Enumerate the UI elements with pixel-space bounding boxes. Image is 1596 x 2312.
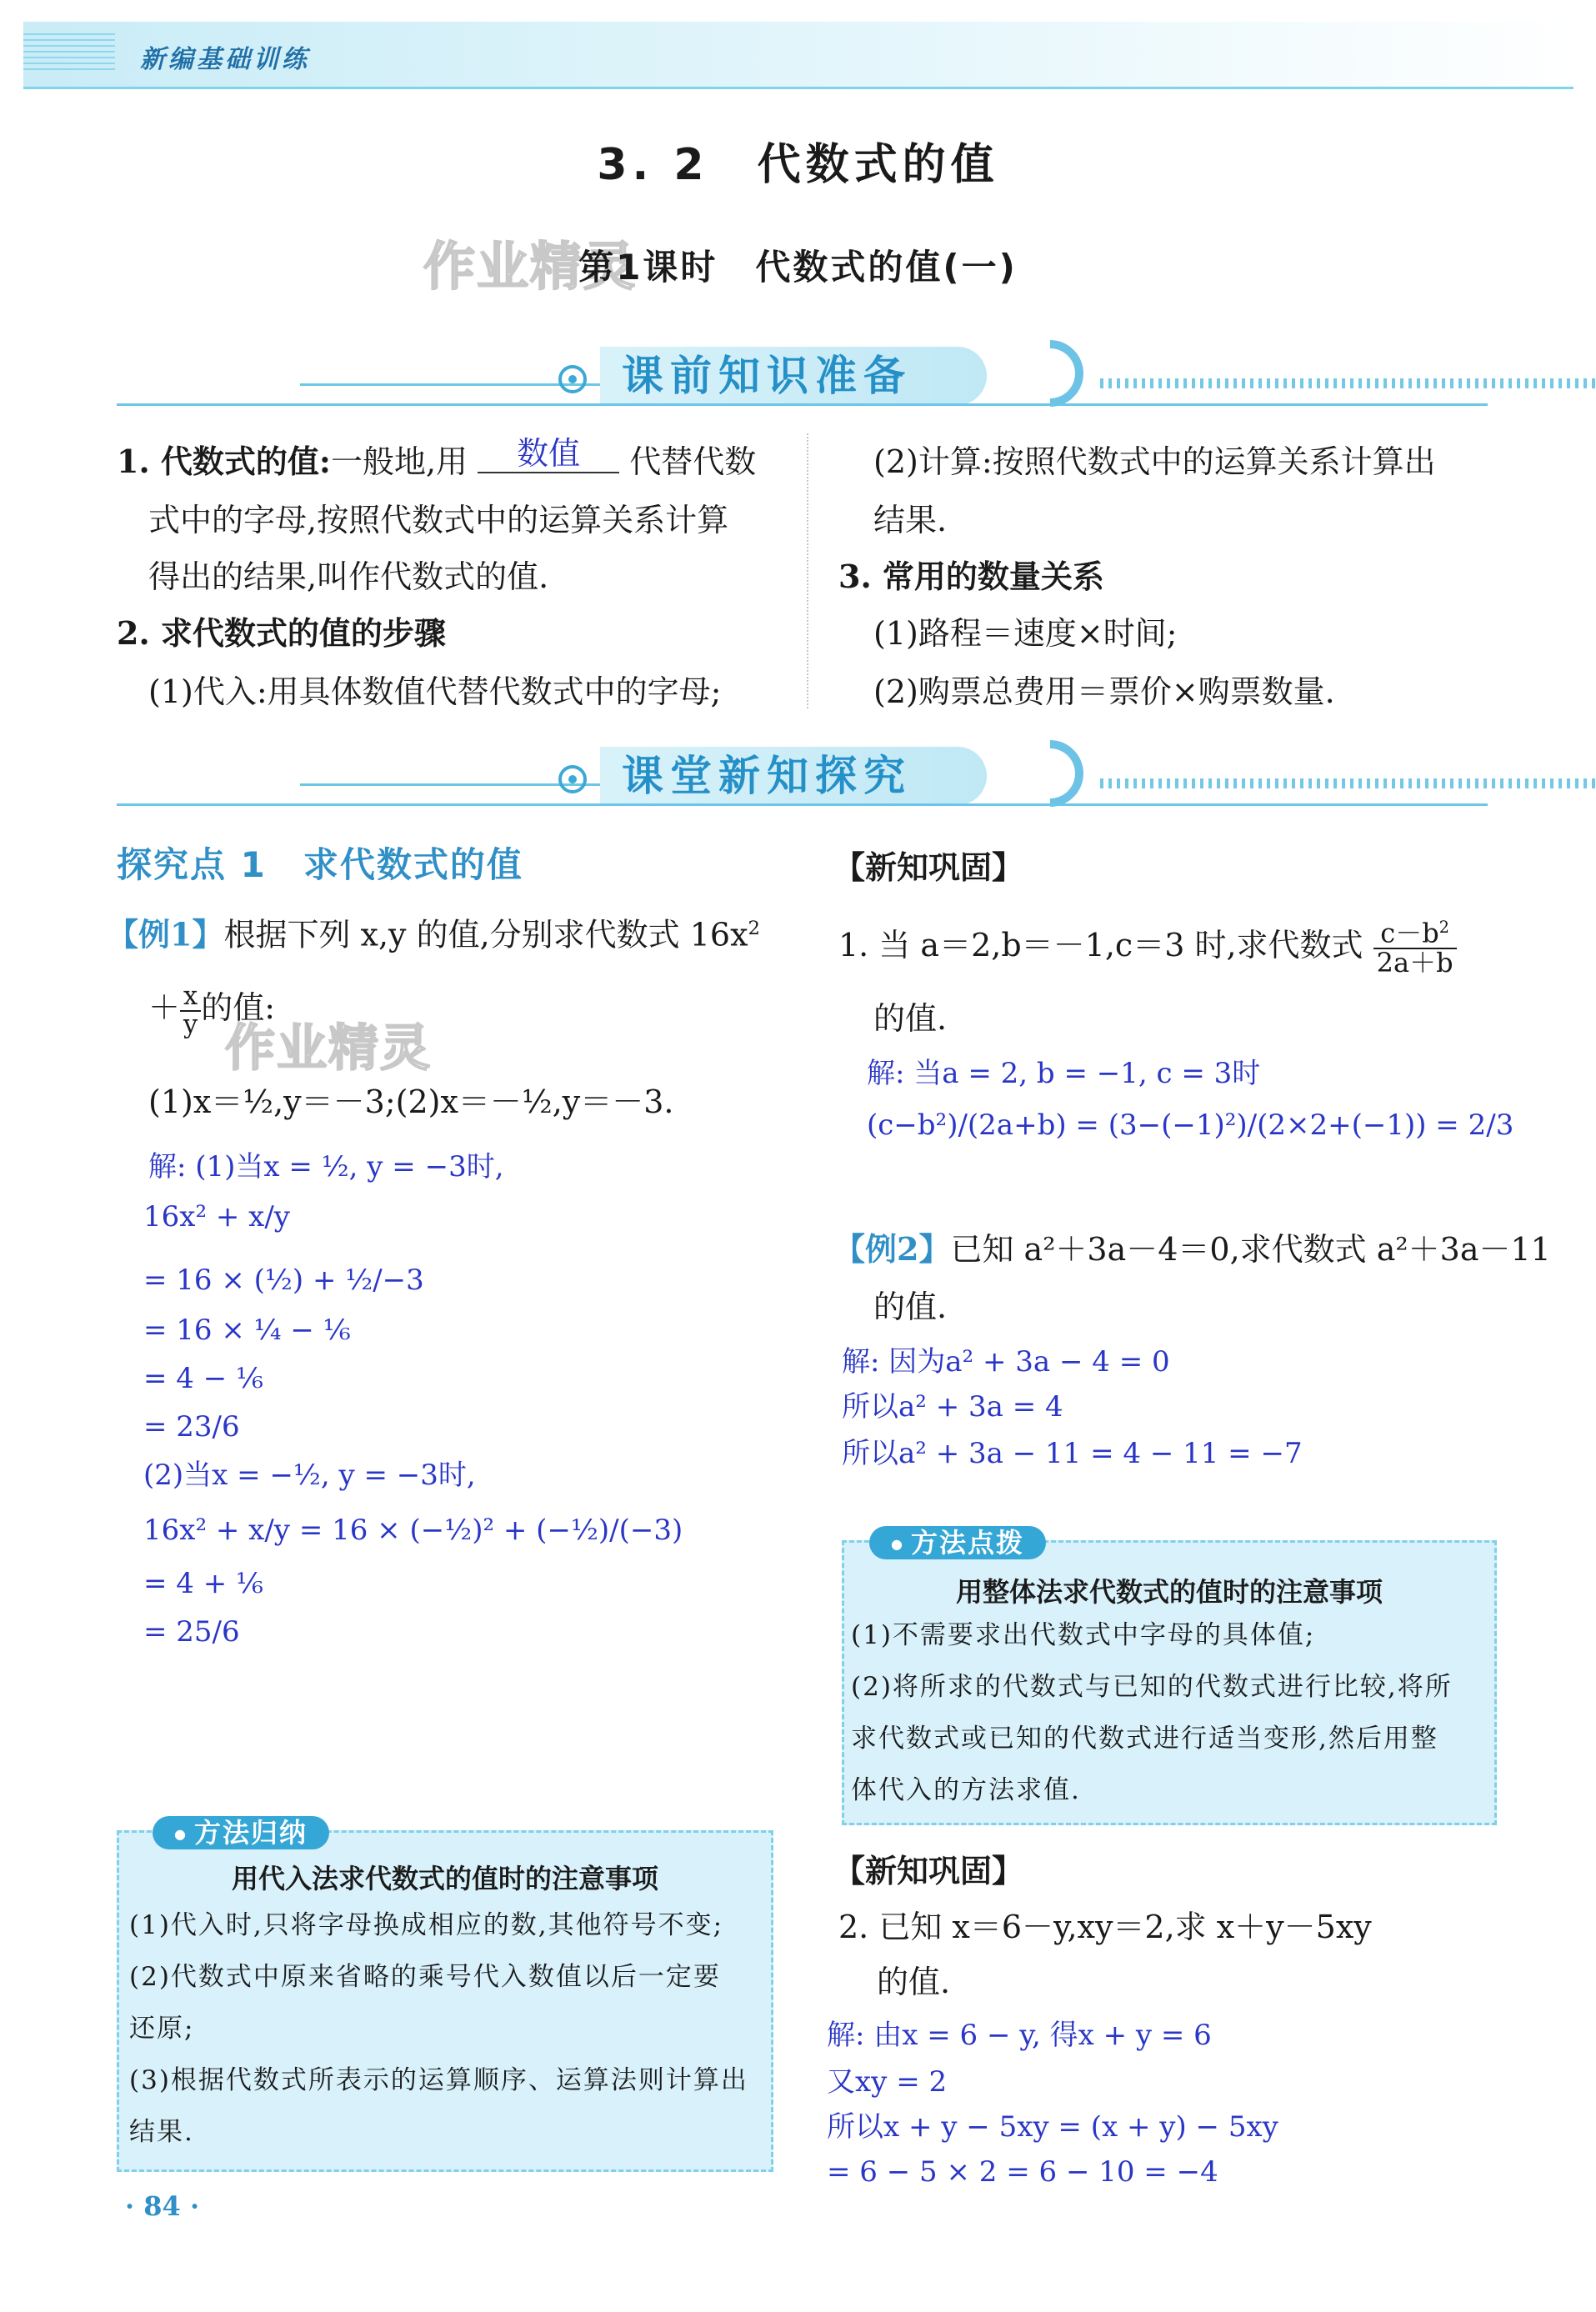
item3-label: 3. 常用的数量关系 (838, 558, 1104, 595)
solution-line: 所以a² + 3a = 4 (842, 1390, 1063, 1424)
solution-line: = 4 − ⅙ (143, 1362, 263, 1395)
example1-statement: 【例1】根据下列 x,y 的值,分别求代数式 $16x^2$ (107, 915, 761, 953)
target-icon (558, 765, 587, 793)
method-tip-box (842, 1527, 1497, 1825)
item2-label: 2. 求代数式的值的步骤 (117, 614, 446, 652)
page-number: · 84 · (125, 2190, 200, 2222)
method-line: (1)代入时,只将字母换成相应的数,其他符号不变; (129, 1910, 724, 1940)
solution-line: = 16 × ¼ − ⅙ (143, 1314, 351, 1347)
lesson-subtitle: 第1课时 代数式的值(一) (578, 247, 1018, 288)
item3-a: (1)路程＝速度×时间; (873, 615, 1178, 652)
page-title: 3. 2 代数式的值 (597, 140, 999, 190)
solution-line: 解: (1)当x = ½, y = −3时, (148, 1150, 504, 1184)
solution-line: = 6 − 5 × 2 = 6 − 10 = −4 (827, 2155, 1218, 2189)
method-line: 还原; (129, 2014, 195, 2044)
solution-line: 16x² + x/y = 16 × (−½)² + (−½)/(−3) (143, 1514, 683, 1547)
method-line: (1)不需要求出代数式中字母的具体值; (851, 1620, 1316, 1650)
method-line: 体代入的方法求值. (851, 1775, 1081, 1805)
method-line: (3)根据代数式所表示的运算顺序、运算法则计算出 (129, 2065, 748, 2095)
method-title: 用代入法求代数式的值时的注意事项 (231, 1863, 658, 1894)
item3-b: (2)购票总费用＝票价×购票数量. (873, 673, 1335, 710)
watermark: 作业精灵 (423, 236, 638, 297)
question1: 1. 当 a＝2,b＝－1,c＝3 时,求代数式 $\frac{c-b^2}{2a+b}$ (838, 917, 1457, 977)
target-icon (558, 365, 587, 393)
method-line: 结果. (129, 2117, 194, 2147)
section-title: 课堂新知探究 (600, 747, 987, 805)
method-line: 求代数式或已知的代数式进行适当变形,然后用整 (851, 1724, 1438, 1754)
probe-title: 探究点 1 求代数式的值 (117, 844, 523, 885)
method-tag: ● 方法点拨 (869, 1526, 1046, 1559)
section-rule (117, 803, 1488, 806)
column-divider (807, 433, 808, 708)
solution-line: = 16 × (½) + ½/−3 (143, 1264, 424, 1297)
solution-line: 所以x + y − 5xy = (x + y) − 5xy (827, 2110, 1278, 2144)
series-label: 新编基础训练 (140, 45, 310, 74)
question2-line2: 的值. (877, 1964, 951, 2000)
solution-line: 解: 当a = 2, b = −1, c = 3时 (867, 1057, 1261, 1090)
method-title: 用整体法求代数式的值时的注意事项 (955, 1576, 1383, 1608)
consolidate-label: 【新知巩固】 (833, 1853, 1024, 1889)
item2-step2b: 结果. (873, 502, 948, 538)
method-line: (2)代数式中原来省略的乘号代入数值以后一定要 (129, 1962, 721, 1992)
example2-statement: 【例2】已知 a²＋3a－4＝0,求代数式 a²＋3a－11 (833, 1230, 1551, 1268)
consolidate-label: 【新知巩固】 (833, 849, 1024, 886)
question1-line2: 的值. (873, 1000, 948, 1037)
solution-line: 16x² + x/y (143, 1200, 291, 1234)
watermark: 作业精灵 (225, 1019, 432, 1078)
solution-line: 解: 因为a² + 3a − 4 = 0 (842, 1345, 1170, 1379)
item2-step1: (1)代入:用具体数值代替代数式中的字母; (148, 673, 722, 710)
example1-line2: ＋ $\frac{x}{y}$ 的值: (148, 981, 275, 1039)
header-stripes (23, 33, 115, 70)
swoosh-decoration (1003, 326, 1097, 420)
section-rule (117, 403, 1488, 406)
solution-line: = 23/6 (143, 1410, 240, 1444)
example1-conditions: (1)x＝½,y＝－3;(2)x＝－½,y＝－3. (148, 1083, 674, 1120)
item2-step2a: (2)计算:按照代数式中的运算关系计算出 (873, 443, 1436, 480)
solution-line: (2)当x = −½, y = −3时, (143, 1459, 476, 1492)
solution-line: 所以a² + 3a − 11 = 4 − 11 = −7 (842, 1437, 1303, 1470)
solution-line: 解: 由x = 6 − y, 得x + y = 6 (827, 2019, 1212, 2052)
section-title: 课前知识准备 (600, 347, 987, 405)
item1-line3: 得出的结果,叫作代数式的值. (148, 558, 549, 595)
item1-line2: 式中的字母,按照代数式中的运算关系计算 (148, 502, 729, 538)
fill-blank-answer: 数值 (478, 435, 619, 473)
solution-line: (c−b²)/(2a+b) = (3−(−1)²)/(2×2+(−1)) = 2/3 (867, 1108, 1514, 1142)
method-line: (2)将所求的代数式与已知的代数式进行比较,将所 (851, 1672, 1453, 1702)
method-tag: ● 方法归纳 (153, 1816, 329, 1849)
question2: 2. 已知 x＝6－y,xy＝2,求 x＋y－5xy (838, 1909, 1372, 1945)
example2-line2: 的值. (873, 1289, 948, 1325)
item1-line1: 1. 代数式的值:一般地,用 数值 代替代数 (117, 435, 757, 480)
solution-line: = 4 + ⅙ (143, 1567, 263, 1600)
solution-line: 又xy = 2 (827, 2065, 948, 2099)
method-summary-box (117, 1817, 773, 2172)
header-bar (23, 22, 1573, 89)
solution-line: = 25/6 (143, 1615, 240, 1649)
swoosh-decoration (1003, 726, 1097, 820)
